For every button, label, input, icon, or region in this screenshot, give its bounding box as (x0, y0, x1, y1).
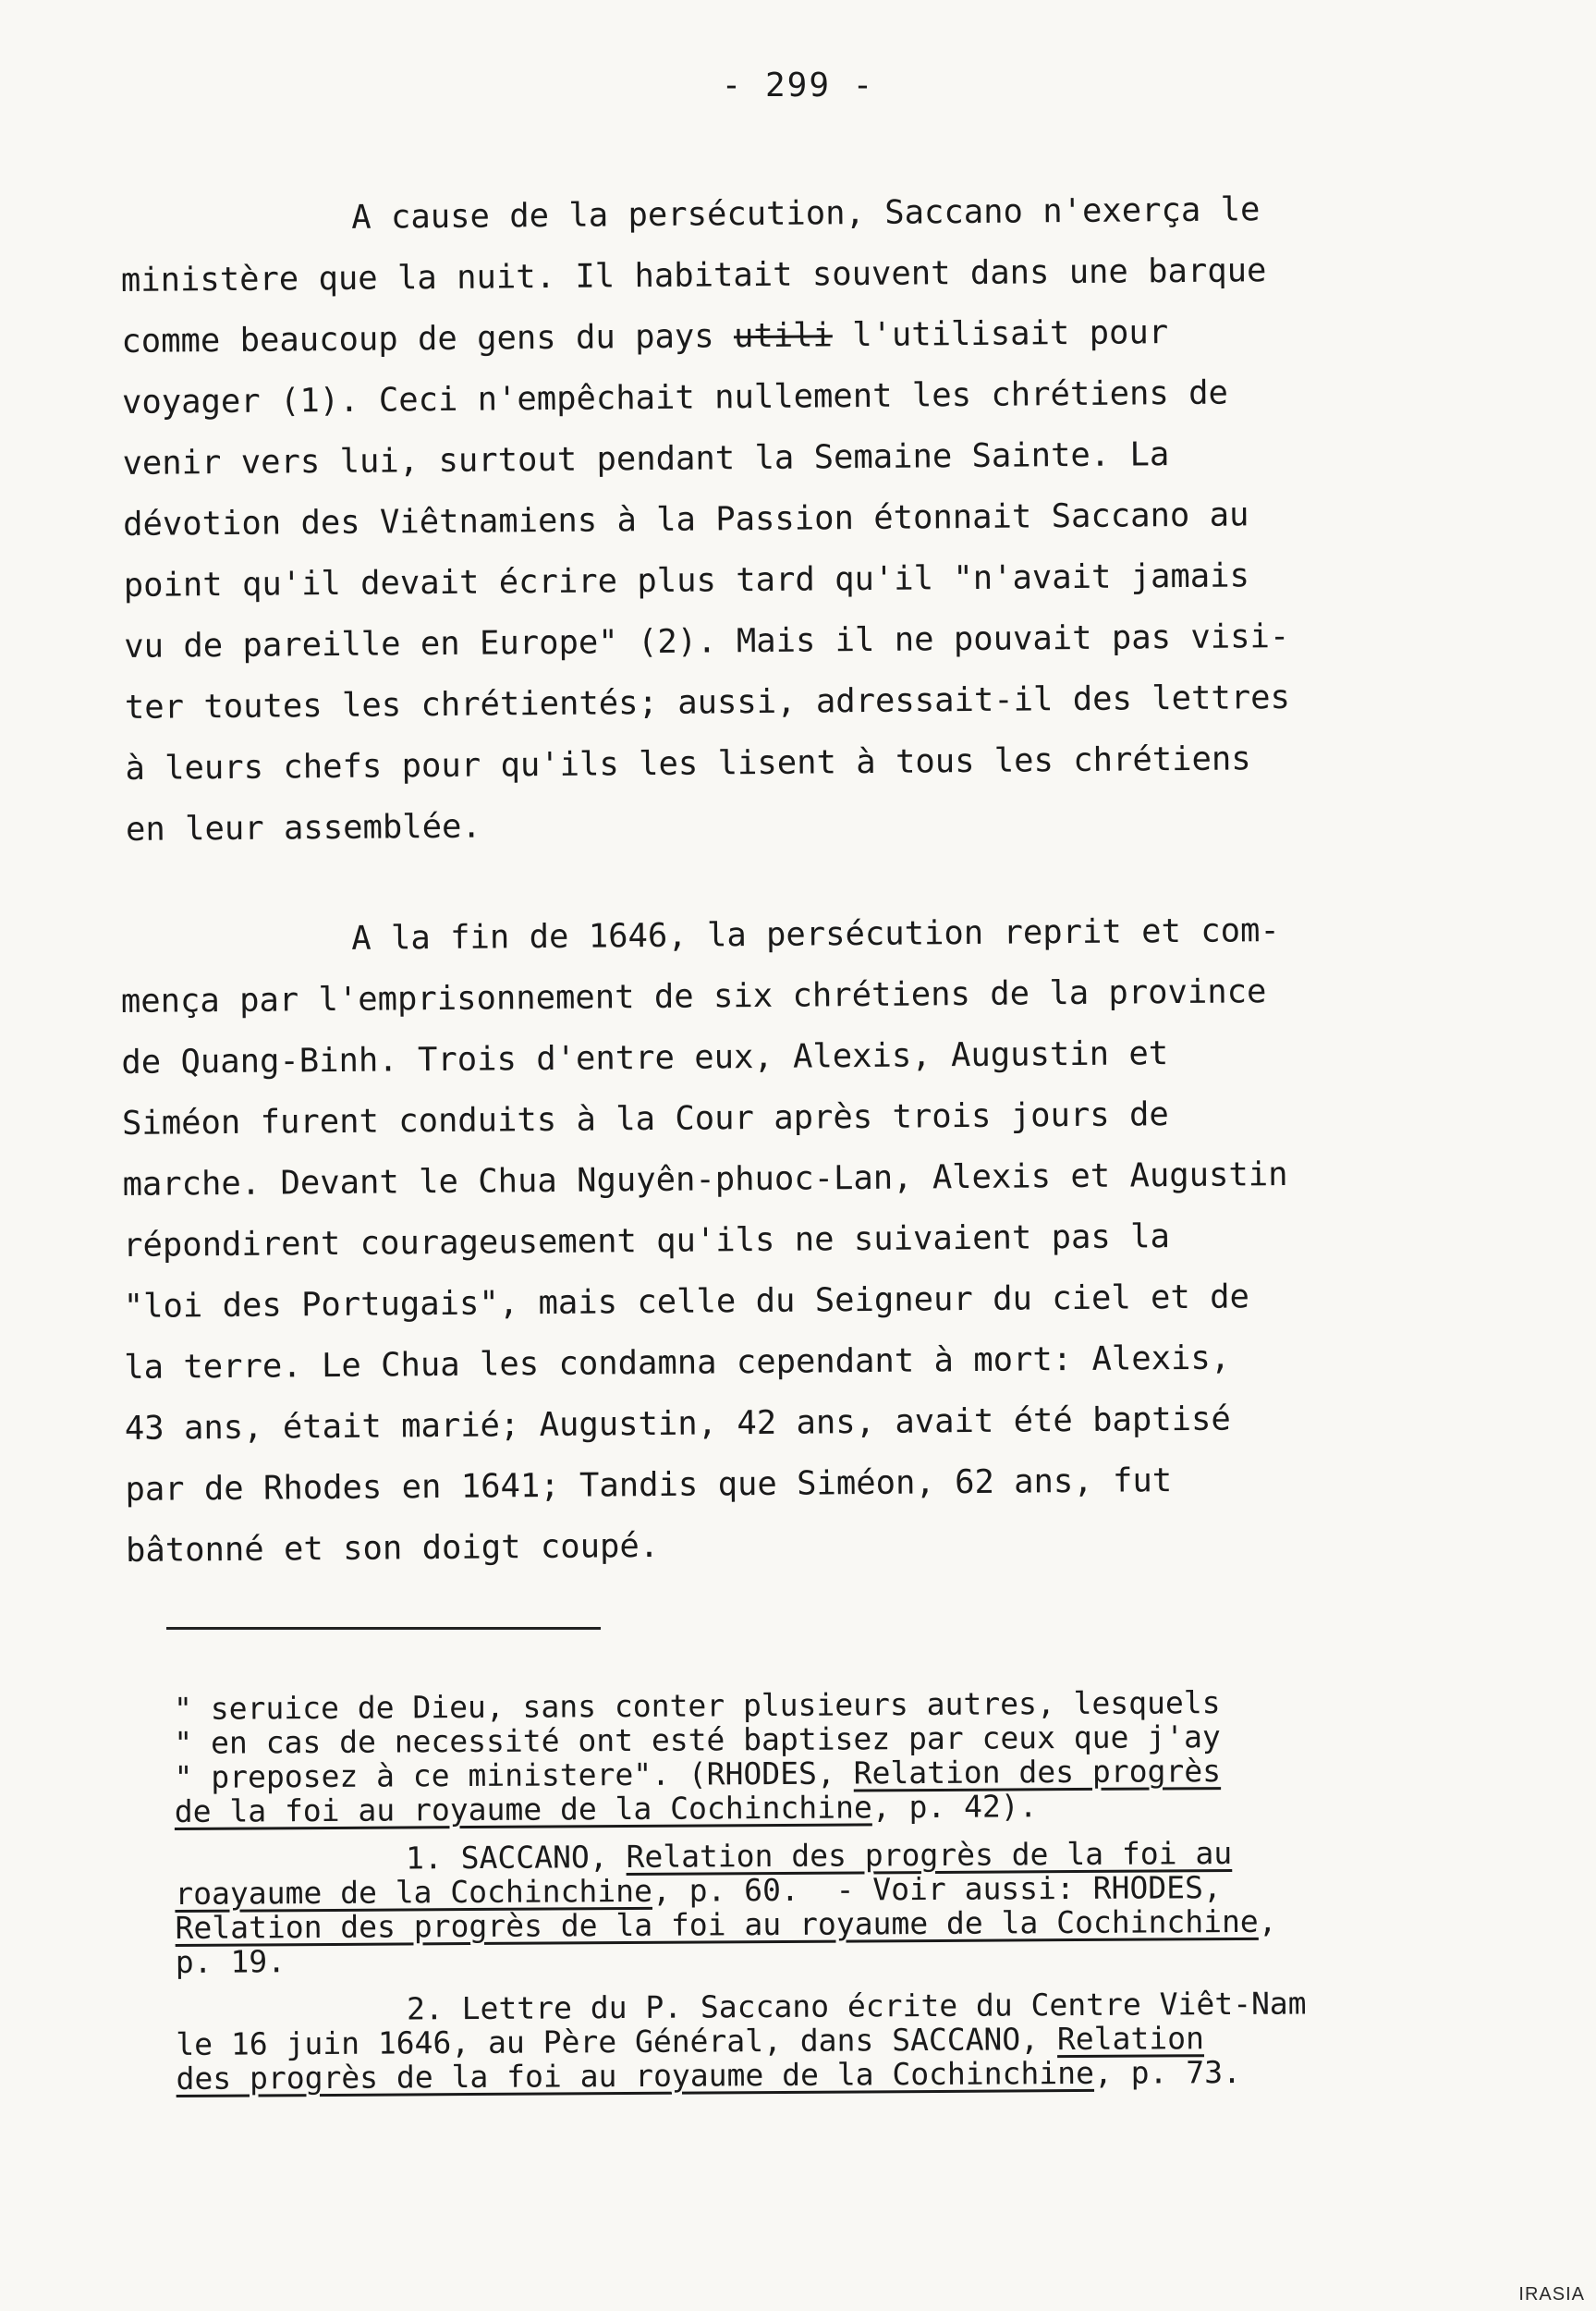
book-title: Relation des progrès de la foi au royaume de la Cochinchine (175, 1902, 1259, 1946)
text-fragment: " preposez à ce ministere". (RHODES, (174, 1755, 854, 1795)
footnotes (174, 1683, 1517, 2109)
book-title: Relation des progrès (853, 1753, 1222, 1791)
text-fragment: , (1258, 1902, 1277, 1939)
book-title: de la foi au royaume de la Cochinchine (174, 1789, 872, 1829)
text-line: vu de pareille en Europe" (2). Mais il ne pouvait pas visi- (124, 617, 1290, 666)
book-title: Relation (1056, 2020, 1205, 2058)
text-line: A cause de la persécution, Saccano n'exerça le (351, 190, 1261, 237)
text-line: point qu'il devait écrire plus tard qu'il "n'avait jamais (123, 556, 1250, 605)
text-line: 43 ans, était marié; Augustin, 42 ans, avait été baptisé (124, 1400, 1231, 1448)
text-line: A la fin de 1646, la persécution reprit et com- (351, 911, 1280, 958)
footnote-continuation (174, 1683, 1515, 1828)
text-line: mença par l'emprisonnement de six chrétiens de la province (120, 972, 1267, 1021)
footnote-separator (166, 1627, 601, 1630)
footnote-1 (175, 1834, 1516, 1979)
footnote-line: 2. Lettre du P. Saccano écrite du Centre Viêt-Nam (406, 1985, 1307, 2027)
book-title: Relation des progrès de la foi au (626, 1835, 1233, 1876)
book-title: des progrès de la foi au royaume de la Cochinchine (176, 2054, 1095, 2097)
text-line: Siméon furent conduits à la Cour après trois jours de (121, 1095, 1169, 1143)
text-fragment: l'utilisait pour (832, 313, 1169, 355)
text-line: marche. Devant le Chua Nguyên-phuoc-Lan, Alexis et Augustin (122, 1155, 1288, 1204)
paragraph-persecution-1646 (120, 899, 1503, 1582)
page-number: - 299 - (721, 67, 875, 104)
book-title: roayaume de la Cochinchine (175, 1872, 653, 1912)
paragraph-persecution-ministry (120, 177, 1503, 861)
footnote-line: " seruice de Dieu, sans conter plusieurs autres, lesquels (173, 1684, 1221, 1727)
text-line: voyager (1). Ceci n'empêchait nullement les chrétiens de (121, 373, 1229, 422)
text-line: répondirent courageusement qu'ils ne suivaient pas la (122, 1217, 1171, 1265)
text-line: dévotion des Viêtnamiens à la Passion étonnait Saccano au (122, 495, 1249, 544)
text-line: ministère que la nuit. Il habitait souvent dans une barque (120, 251, 1267, 300)
text-line: la terre. Le Chua les condamna cependant à mort: Alexis, (124, 1339, 1231, 1387)
text-fragment: le 16 juin 1646, au Père Général, dans SACCANO, (176, 2021, 1058, 2062)
footnote-line: p. 19. (175, 1943, 286, 1980)
text-line: en leur assemblée. (125, 807, 481, 849)
text-line: de Quang-Binh. Trois d'entre eux, Alexis, Augustin et (121, 1034, 1169, 1082)
text-line: à leurs chefs pour qu'ils les lisent à tous les chrétiens (125, 740, 1251, 788)
struck-out-word: utili (733, 316, 834, 356)
text-line: par de Rhodes en 1641; Tandis que Siméon, 62 ans, fut (125, 1461, 1173, 1509)
text-fragment: comme beaucoup de gens du pays (121, 317, 735, 361)
text-fragment: , p. 73. (1093, 2053, 1241, 2091)
text-line: "loi des Portugais", mais celle du Seigneur du ciel et de (123, 1278, 1250, 1326)
text-line: ter toutes les chrétientés; aussi, adressait-il des lettres (124, 678, 1291, 727)
text-fragment: , p. 60. - Voir aussi: RHODES, (652, 1869, 1222, 1909)
text-line: bâtonné et son doigt coupé. (125, 1526, 660, 1570)
footnote-line: " en cas de necessité ont esté baptisez par ceux que j'ay (174, 1718, 1221, 1761)
text-fragment: , p. 42). (871, 1788, 1038, 1826)
text-fragment: 1. SACCANO, (405, 1839, 627, 1877)
footnote-2 (176, 1985, 1517, 2096)
text-line: venir vers lui, surtout pendant la Semaine Sainte. La (122, 435, 1170, 483)
footnote-line (176, 2053, 1516, 2096)
footnote-line (175, 1786, 1515, 1828)
source-watermark: IRASIA (1518, 2284, 1585, 2305)
